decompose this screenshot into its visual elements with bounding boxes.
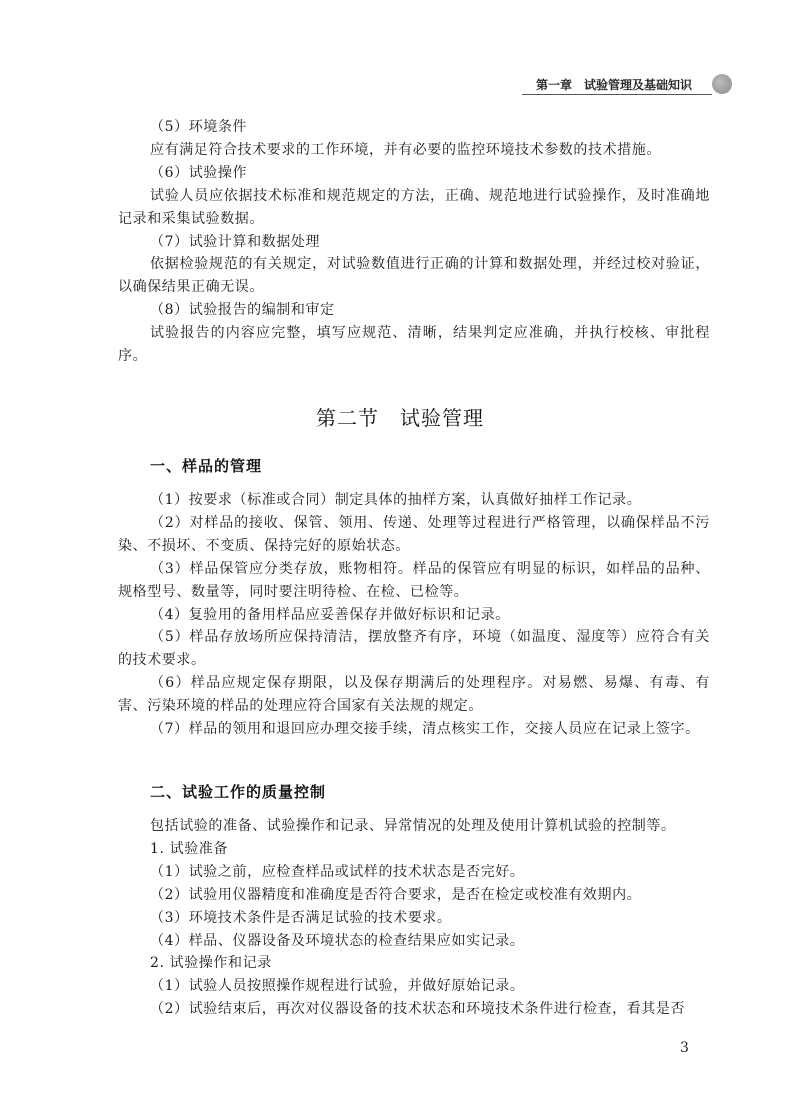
header-rule bbox=[522, 94, 712, 95]
list-item: （6）样品应规定保存期限，以及保存期满后的处理程序。对易燃、易爆、有毒、有害、污染环境的样品的处理应符合国家有关法规的规定。 bbox=[118, 675, 710, 715]
running-header bbox=[522, 74, 732, 96]
list-item: （2）对样品的接收、保管、领用、传递、处理等过程进行严格管理，以确保样品不污染、不损坏、不变质、保持完好的原始状态。 bbox=[118, 514, 710, 554]
list-item: （1）试验人员按照操作规程进行试验，并做好原始记录。 bbox=[150, 978, 525, 995]
section-title: 第二节 试验管理 bbox=[316, 406, 484, 430]
page-number: 3 bbox=[680, 1040, 689, 1056]
subsection-title-quality-control: 二、试验工作的质量控制 bbox=[150, 783, 327, 801]
paragraph: 试验人员应依据技术标准和规范规定的方法，正确、规范地进行试验操作，及时准确地记录和采集试验数据。 bbox=[118, 187, 710, 227]
list-item: （1）按要求（标准或合同）制定具体的抽样方案，认真做好抽样工作记录。 bbox=[150, 492, 642, 508]
paragraph: 依据检验规范的有关规定，对试验数值进行正确的计算和数据处理，并经过校对验证，以确保结果正确无误。 bbox=[118, 256, 710, 296]
block-sample-management bbox=[118, 489, 710, 741]
subsection-title-sample-management: 一、样品的管理 bbox=[150, 457, 263, 475]
list-item: （2）试验结束后，再次对仪器设备的技术状态和环境技术条件进行检查，看其是否 bbox=[150, 1001, 686, 1018]
chapter-title: 第一章 试验管理及基础知识 bbox=[536, 78, 693, 92]
list-item: （2）试验用仪器精度和准确度是否符合要求，是否在检定或校准有效期内。 bbox=[150, 886, 642, 903]
list-item: （3）样品保管应分类存放，账物相符。样品的保管应有明显的标识，如样品的品种、规格型号、数量等，同时要注明待检、在检、已检等。 bbox=[118, 560, 710, 600]
item-heading: 1. 试验准备 bbox=[150, 840, 229, 857]
item-heading: （7）试验计算和数据处理 bbox=[150, 233, 321, 250]
item-heading: 2. 试验操作和记录 bbox=[150, 955, 272, 972]
item-heading: （6）试验操作 bbox=[150, 164, 248, 181]
paragraph: 包括试验的准备、试验操作和记录、异常情况的处理及使用计算机试验的控制等。 bbox=[150, 818, 676, 834]
list-item: （3）环境技术条件是否满足试验的技术要求。 bbox=[150, 909, 452, 926]
item-heading: （8）试验报告的编制和审定 bbox=[150, 302, 335, 319]
list-item: （7）样品的领用和退回应办理交接手续，清点核实工作，交接人员应在记录上签字。 bbox=[150, 721, 700, 738]
list-item: （4）样品、仪器设备及环境状态的检查结果应如实记录。 bbox=[150, 932, 525, 949]
paragraph: 应有满足符合技术要求的工作环境，并有必要的监控环境技术参数的技术措施。 bbox=[150, 141, 661, 158]
item-heading: （5）环境条件 bbox=[150, 119, 248, 135]
block-quality-control bbox=[118, 815, 710, 1021]
paragraph: 试验报告的内容应完整，填写应规范、清晰，结果判定应准确，并执行校核、审批程序。 bbox=[118, 325, 710, 365]
header-circle-ornament bbox=[712, 74, 732, 94]
list-item: （4）复验用的备用样品应妥善保存并做好标识和记录。 bbox=[150, 606, 510, 623]
list-item: （5）样品存放场所应保持清洁，摆放整齐有序，环境（如温度、湿度等）应符合有关的技术要求。 bbox=[118, 629, 710, 669]
list-item: （1）试验之前，应检查样品或试样的技术状态是否完好。 bbox=[150, 863, 525, 880]
block-environment-operations bbox=[118, 116, 710, 368]
